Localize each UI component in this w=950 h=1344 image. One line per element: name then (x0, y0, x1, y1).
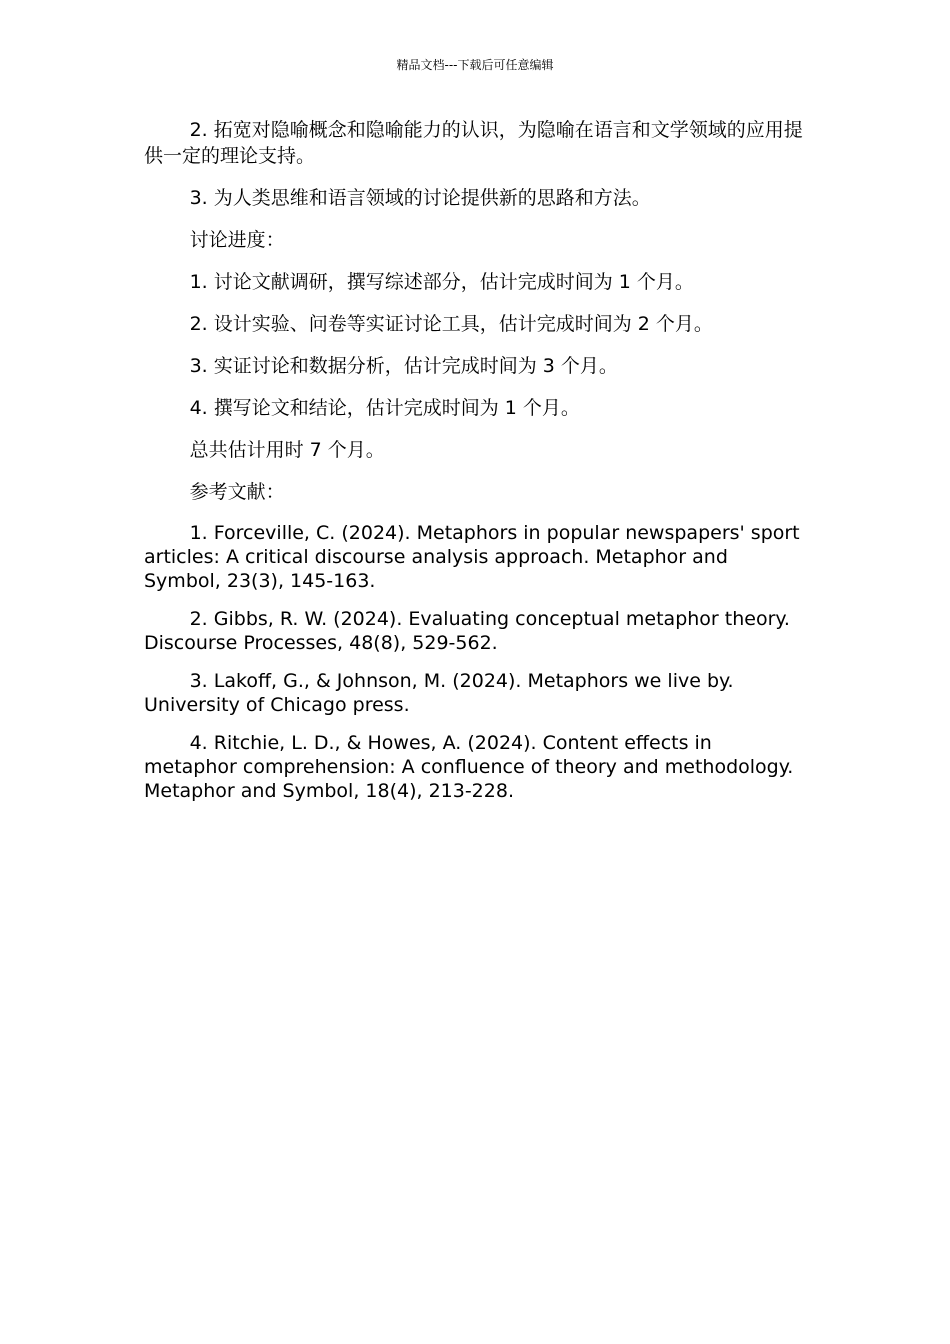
paragraph-significance-3: 3. 为人类思维和语言领域的讨论提供新的思路和方法。 (189, 187, 651, 209)
section-heading-references: 参考文献： (189, 481, 285, 503)
progress-item-2: 2. 设计实验、问卷等实证讨论工具，估计完成时间为 2 个月。 (189, 313, 713, 335)
section-heading-progress: 讨论进度： (189, 229, 285, 251)
reference-item-4: 4. Ritchie, L. D., & Howes, A. (2024). Content effects in metaphor comprehension: A confluence of theory and methodology. Metaphor and Symbol, 18(4), 213-228. (144, 732, 794, 802)
reference-item-3: 3. Lakoff, G., & Johnson, M. (2024). Metaphors we live by. University of Chicago press. (144, 670, 734, 716)
paragraph-significance-2: 2. 拓宽对隐喻概念和隐喻能力的认识，为隐喻在语言和文学领域的应用提供一定的理论支持。 (144, 119, 803, 167)
page-header: 精品文档---下载后可任意编辑 (396, 58, 554, 72)
reference-item-1: 1. Forceville, C. (2024). Metaphors in popular newspapers' sport articles: A critical discourse analysis approach. Metaphor and Symbol, 23(3), 145-163. (144, 522, 800, 592)
progress-item-1: 1. 讨论文献调研，撰写综述部分，估计完成时间为 1 个月。 (189, 271, 694, 293)
reference-item-2: 2. Gibbs, R. W. (2024). Evaluating conceptual metaphor theory. Discourse Processes, 48(8), 529-562. (144, 608, 790, 654)
progress-item-4: 4. 撰写论文和结论，估计完成时间为 1 个月。 (189, 397, 580, 419)
document-body (144, 117, 804, 817)
progress-total: 总共估计用时 7 个月。 (189, 439, 385, 461)
progress-item-3: 3. 实证讨论和数据分析，估计完成时间为 3 个月。 (189, 355, 618, 377)
